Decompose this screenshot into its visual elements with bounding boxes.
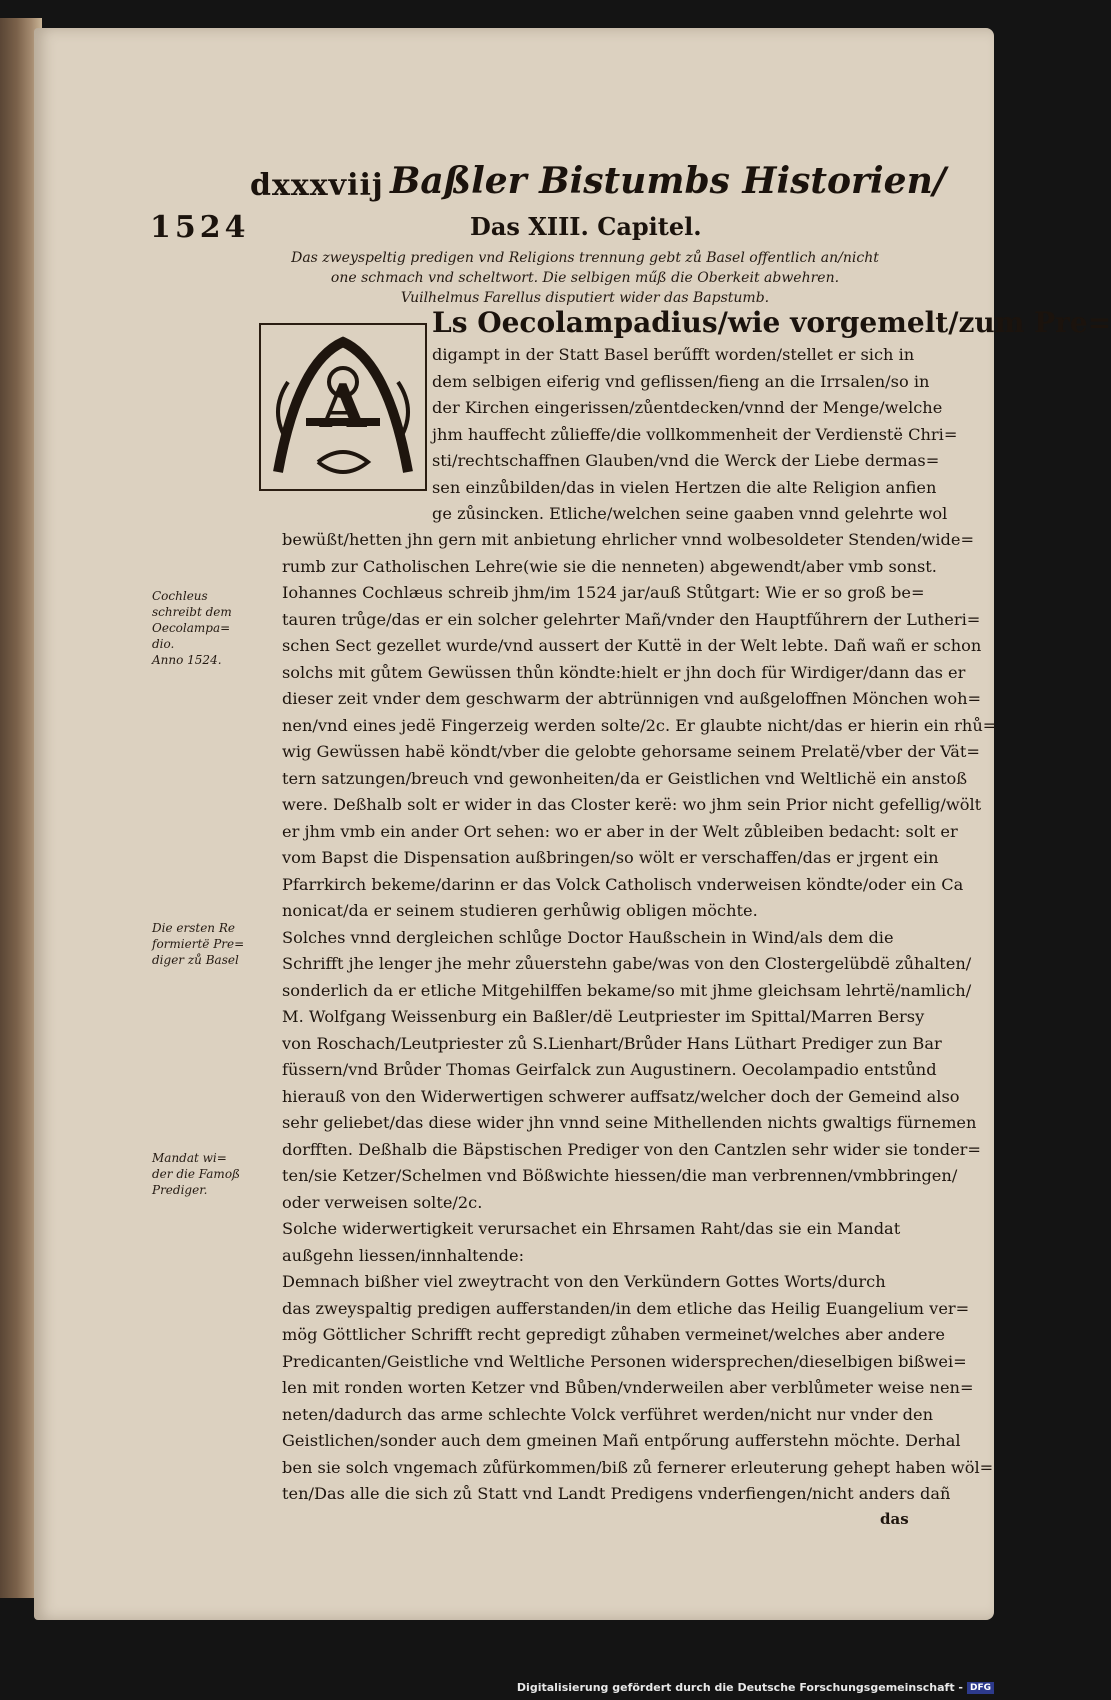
text-line: sehr geliebet/das diese wider jhn vnnd seine Mithellenden nichts gwaltigs fürnemen bbox=[282, 1113, 977, 1132]
text-line: das zweyspaltig predigen aufferstanden/in dem etliche das Heilig Euangelium ver= bbox=[282, 1298, 970, 1318]
text-line: were. Deßhalb solt er wider in das Closter kerë: wo jhm sein Prior nicht gefellig/wölt bbox=[282, 795, 982, 814]
text-line: vom Bapst die Dispensation außbringen/so wölt er verschaffen/das er jrgent ein bbox=[282, 848, 939, 867]
footer-credit bbox=[517, 1681, 994, 1694]
summary-line: one schmach vnd scheltwort. Die selbigen műß die Oberkeit abwehren. bbox=[330, 270, 840, 286]
text-line: Iohannes Cochlæus schreib jhm/im 1524 jar/auß Stůtgart: Wie er so groß be= bbox=[282, 583, 925, 602]
text-line: Geistlichen/sonder auch dem gmeinen Mañ entpőrung aufferstehn möchte. Derhal bbox=[282, 1431, 961, 1450]
text-line: Solches vnnd dergleichen schlůge Doctor Haußschein in Wind/als dem die bbox=[282, 927, 894, 947]
text-line: nen/vnd eines jedë Fingerzeig werden solte/2c. Er glaubte nicht/das er hierin ein rhů= bbox=[282, 715, 997, 735]
margin-line: diger zů Basel bbox=[152, 953, 239, 967]
margin-line: Prediger. bbox=[152, 1183, 208, 1197]
text-line: ge zůsincken. Etliche/welchen seine gaaben vnnd gelehrte wol bbox=[432, 504, 948, 523]
text-line: der Kirchen eingerissen/zůentdecken/vnnd der Menge/welche bbox=[432, 398, 943, 417]
marginal-note-reformed-preachers bbox=[152, 920, 252, 968]
marginal-note-cochleus bbox=[152, 588, 252, 668]
marginal-note-mandate bbox=[152, 1150, 252, 1198]
text-line: ten/Das alle die sich zů Statt vnd Landt Predigens vnderfiengen/nicht anders dañ bbox=[282, 1484, 951, 1503]
margin-line: Mandat wi= bbox=[152, 1151, 227, 1165]
margin-line: Oecolampa= bbox=[152, 621, 231, 635]
text-line: schen Sect gezellet wurde/vnd aussert der Kuttë in der Welt lebte. Dañ wañ er schon bbox=[282, 636, 982, 655]
text-line: digampt in der Statt Basel berűfft worden/stellet er sich in bbox=[432, 345, 915, 364]
text-line: sti/rechtschaffnen Glauben/vnd die Werck der Liebe dermas= bbox=[432, 451, 940, 470]
text-line: Predicanten/Geistliche vnd Weltliche Personen widersprechen/dieselbigen bißwei= bbox=[282, 1351, 967, 1371]
catchword: das bbox=[880, 1509, 909, 1528]
text-line: neten/dadurch das arme schlechte Volck verführet werden/nicht nur vnder den bbox=[282, 1404, 934, 1424]
summary-line: Vuilhelmus Farellus disputiert wider das Bapstumb. bbox=[400, 290, 770, 306]
running-title: Baßler Bistumbs Historien/ bbox=[390, 160, 946, 202]
margin-line: Anno 1524. bbox=[152, 653, 222, 667]
decorated-initial-icon bbox=[258, 322, 428, 492]
text-line: Schrifft jhe lenger jhe mehr zůuerstehn gabe/was von den Clostergelübdë zůhalten/ bbox=[282, 954, 972, 973]
text-line: jhm hauffecht zůlieffe/die vollkommenheit der Verdienstë Chri= bbox=[432, 424, 958, 444]
text-line: dieser zeit vnder dem geschwarm der abtrünnigen vnd außgeloffnen Mönchen woh= bbox=[282, 689, 982, 708]
text-line: Solche widerwertigkeit verursachet ein Ehrsamen Raht/das sie ein Mandat bbox=[282, 1219, 901, 1238]
text-line: ben sie solch vngemach zůfürkommen/biß zů fernerer erleuterung gehept haben wöl= bbox=[282, 1457, 994, 1477]
margin-line: dio. bbox=[152, 637, 175, 651]
chapter-summary bbox=[280, 248, 890, 308]
chapter-heading: Das XIII. Capitel. bbox=[470, 212, 702, 241]
text-line: von Roschach/Leutpriester zů S.Lienhart/Brůder Hans Lüthart Prediger zun Bar bbox=[282, 1033, 942, 1053]
text-line: sen einzůbilden/das in vielen Hertzen die alte Religion anfien bbox=[432, 477, 937, 497]
svg-text:A: A bbox=[319, 372, 367, 442]
dfg-logo-icon: DFG bbox=[967, 1682, 994, 1694]
text-line: rumb zur Catholischen Lehre(wie sie die nenneten) abgewendt/aber vmb sonst. bbox=[282, 556, 937, 576]
margin-line: Die ersten Re bbox=[152, 921, 235, 935]
text-line: Pfarrkirch bekeme/darinn er das Volck Catholisch vnderweisen köndte/oder ein Ca bbox=[282, 874, 964, 894]
text-line: oder verweisen solte/2c. bbox=[282, 1192, 483, 1212]
text-line: außgehn liessen/innhaltende: bbox=[282, 1245, 525, 1265]
text-line: mög Göttlicher Schrifft recht gepredigt zůhaben vermeinet/welches aber andere bbox=[282, 1325, 945, 1344]
text-line: ten/sie Ketzer/Schelmen vnd Bößwichte hiessen/die man verbrennen/vmbbringen/ bbox=[282, 1166, 958, 1185]
margin-line: der die Famoß bbox=[152, 1167, 241, 1181]
body-text bbox=[282, 527, 997, 1508]
text-line: M. Wolfgang Weissenburg ein Baßler/dë Leutpriester im Spittal/Marren Bersy bbox=[282, 1007, 925, 1026]
margin-line: formiertë Pre= bbox=[152, 937, 245, 951]
text-line: sonderlich da er etliche Mitgehilffen bekame/so mit jhme gleichsam lehrtë/namlich/ bbox=[282, 980, 972, 1000]
text-line: Demnach bißher viel zweytracht von den Verkündern Gottes Worts/durch bbox=[282, 1272, 886, 1291]
text-line: tern satzungen/breuch vnd gewonheiten/da er Geistlichen vnd Weltlichë ein anstoß bbox=[282, 768, 968, 788]
folio-number: dxxxviij bbox=[250, 168, 384, 203]
footer-text: Digitalisierung gefördert durch die Deutsche Forschungsgemeinschaft - bbox=[516, 1681, 963, 1694]
text-line: len mit ronden worten Ketzer vnd Bůben/vnderweilen aber verblůmeter weise nen= bbox=[282, 1378, 974, 1397]
text-line: füssern/vnd Brůder Thomas Geirfalck zun Augustinern. Oecolampadio entstůnd bbox=[282, 1060, 937, 1079]
indented-text-block bbox=[432, 342, 958, 528]
first-line: Ls Oecolampadius/wie vorgemelt/zum Pre= bbox=[432, 306, 1111, 339]
text-line: hierauß von den Widerwertigen schwerer auffsatz/welcher doch der Gemeind also bbox=[282, 1086, 960, 1106]
margin-line: schreibt dem bbox=[152, 605, 232, 619]
text-line: dorfften. Deßhalb die Bäpstischen Prediger von den Cantzlen sehr wider sie tonder= bbox=[282, 1139, 981, 1159]
margin-line: Cochleus bbox=[152, 589, 208, 603]
text-line: tauren trůge/das er ein solcher gelehrter Mañ/vnder den Hauptfűhrern der Lutheri= bbox=[282, 609, 981, 629]
text-line: nonicat/da er seinem studieren gerhůwig obligen möchte. bbox=[282, 901, 758, 920]
text-line: wig Gewüssen habë köndt/vber die gelobte gehorsame seinem Prelatë/vber der Vät= bbox=[282, 742, 980, 761]
text-line: er jhm vmb ein ander Ort sehen: wo er aber in der Welt zůbleiben bedacht: solt er bbox=[282, 821, 958, 841]
summary-line: Das zweyspeltig predigen vnd Religions trennung gebt zů Basel offentlich an/nicht bbox=[291, 250, 879, 266]
text-line: dem selbigen eiferig vnd geflissen/fieng an die Irrsalen/so in bbox=[432, 371, 930, 391]
text-line: solchs mit gůtem Gewüssen thůn köndte:hielt er jhn doch für Wirdiger/dann das er bbox=[282, 662, 966, 682]
year-marker: 1524 bbox=[150, 210, 250, 245]
text-line: bewüßt/hetten jhn gern mit anbietung ehrlicher vnnd wolbesoldeter Stenden/wide= bbox=[282, 530, 975, 549]
